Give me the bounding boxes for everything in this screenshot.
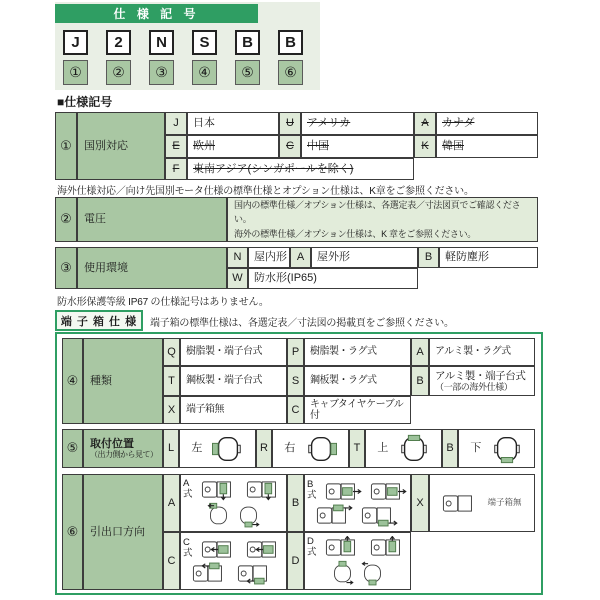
type-b-text: アルミ製・端子台式 [435, 369, 526, 382]
desc-cell: 欧州 [187, 135, 279, 158]
code-cell: S [287, 366, 304, 396]
spec-code-index-6: ⑥ [278, 60, 303, 85]
environment-note: 防水形保護等級 IP67 の仕様記号はありません。 [57, 297, 269, 308]
outlet-table [62, 474, 535, 590]
voltage-desc [227, 197, 538, 242]
motor-outlet-left-icon [246, 538, 284, 561]
code-cell: R [256, 429, 272, 468]
code-cell: L [163, 429, 179, 468]
motor-outlet-up-icon [325, 536, 363, 559]
desc-cell: 防水形(IP65) [248, 268, 418, 289]
desc-cell: 中国 [301, 135, 414, 158]
code-cell: A [414, 112, 436, 135]
desc-cell: 樹脂製・端子台式 [180, 338, 287, 366]
code-cell: B [287, 474, 304, 532]
code-cell: C [163, 532, 180, 590]
outlet-x-label: 端子箱無 [487, 497, 522, 508]
voltage-table [55, 197, 538, 242]
motor-outlet-top-right-icon [316, 504, 354, 527]
desc-cell: 端子箱無 [180, 396, 287, 424]
outlet-a-diagrams [180, 474, 287, 532]
code-cell: X [411, 474, 429, 532]
motor-outlet-bottom-left-icon [237, 562, 275, 585]
outlet-x-cell [429, 474, 535, 532]
row-number: ⑥ [62, 474, 83, 590]
code-cell: P [287, 338, 304, 366]
spec-code-letter-1: J [63, 30, 88, 55]
code-cell: A [411, 338, 429, 366]
code-cell: C [279, 135, 301, 158]
outlet-b-diagrams [304, 474, 411, 532]
country-table [55, 112, 538, 180]
desc-cell: 屋内形 [248, 247, 290, 268]
motor-outlet-top-left-icon [192, 562, 230, 585]
spec-code-letter-4: S [192, 30, 217, 55]
desc-cell: 屋外形 [311, 247, 418, 268]
code-cell: Q [163, 338, 180, 366]
row-number: ① [55, 112, 77, 180]
row-number: ⑤ [62, 429, 83, 468]
row-label: 国別対応 [77, 112, 165, 180]
desc-cell [272, 429, 349, 468]
outlet-b-label: B式 [307, 479, 317, 501]
code-cell: B [418, 247, 439, 268]
code-cell: U [279, 112, 301, 135]
voltage-line-2: 海外の標準仕様／オプション仕様は、K 章をご参照ください。 [234, 228, 476, 239]
row-label: 引出口方向 [83, 474, 163, 590]
position-left-text: 左 [191, 442, 203, 455]
desc-cell: アルミ製・ラグ式 [429, 338, 535, 366]
desc-cell: 韓国 [436, 135, 538, 158]
motor-outlet-left-icon [201, 538, 239, 561]
code-cell: T [163, 366, 180, 396]
row-label: 電圧 [77, 197, 227, 242]
code-cell: J [165, 112, 187, 135]
outlet-d-label: D式 [307, 535, 317, 558]
outlet-a-label: A式 [183, 477, 193, 500]
desc-cell: 樹脂製・ラグ式 [304, 338, 411, 366]
terminal-box-badge: 端 子 箱 仕 様 [55, 310, 143, 331]
outlet-d-diagrams [304, 532, 411, 590]
code-cell: X [163, 396, 180, 424]
motor-outlet-right-icon [370, 480, 408, 503]
outlet-c-label: C式 [183, 537, 193, 559]
desc-cell: 鋼板製・ラグ式 [304, 366, 411, 396]
position-bottom-text: 下 [470, 442, 482, 455]
row-label [83, 429, 163, 468]
code-cell: F [165, 158, 187, 180]
code-cell: D [287, 532, 304, 590]
motor-position-bottom-icon [491, 434, 523, 464]
code-cell: B [411, 366, 429, 396]
spec-code-index-4: ④ [192, 60, 217, 85]
desc-cell: キャブタイヤケーブル付 [304, 396, 411, 424]
motor-position-right-icon [305, 434, 337, 464]
desc-cell [365, 429, 442, 468]
row-number: ③ [55, 247, 77, 289]
code-cell: E [165, 135, 187, 158]
spec-code-letter-5: B [235, 30, 260, 55]
code-cell: A [290, 247, 311, 268]
row-label: 使用環境 [77, 247, 227, 289]
row-label: 種類 [83, 338, 163, 424]
spec-code-letter-2: 2 [106, 30, 131, 55]
code-cell: N [227, 247, 248, 268]
motor-outlet-bottom-right-icon [361, 504, 399, 527]
motor-outlet-down-icon [201, 478, 239, 501]
motor-no-terminal-box-icon [442, 492, 480, 515]
motor-front-outlet-left-icon [207, 502, 230, 528]
motor-front-outlet-right-icon [237, 502, 260, 528]
code-cell: T [349, 429, 365, 468]
code-cell: C [287, 396, 304, 424]
desc-cell: カナダ [436, 112, 538, 135]
spec-code-index-5: ⑤ [235, 60, 260, 85]
code-cell: B [442, 429, 458, 468]
row-number: ② [55, 197, 77, 242]
type-b-subtext: （一部の海外仕様） [435, 381, 513, 392]
spec-code-panel [55, 2, 320, 90]
motor-outlet-up-icon [370, 536, 408, 559]
code-cell: W [227, 268, 248, 289]
motor-position-top-icon [398, 434, 430, 464]
environment-table [55, 247, 538, 289]
position-label: 取付位置 [90, 437, 134, 450]
motor-front-outlet-up-icon [331, 560, 354, 586]
motor-position-left-icon [212, 434, 244, 464]
code-cell: K [414, 135, 436, 158]
motor-outlet-right-icon [325, 480, 363, 503]
position-sublabel: （出力側から見て） [90, 450, 158, 460]
position-table [62, 429, 535, 468]
voltage-line-1: 国内の標準仕様／オプション仕様は、各選定表／寸法図頁でご確認ください。 [234, 199, 521, 225]
terminal-box-note: 端子箱の標準仕様は、各選定表／寸法図の掲載頁をご参照ください。 [150, 318, 454, 329]
row-number: ④ [62, 338, 83, 424]
desc-cell: アメリカ [301, 112, 414, 135]
desc-cell [458, 429, 535, 468]
desc-cell: 日本 [187, 112, 279, 135]
desc-cell: 軽防塵形 [439, 247, 538, 268]
spec-code-index-2: ② [106, 60, 131, 85]
position-top-text: 上 [377, 442, 389, 455]
spec-code-title: 仕 様 記 号 [55, 4, 258, 23]
motor-front-outlet-down-icon [361, 560, 384, 586]
spec-code-index-1: ① [63, 60, 88, 85]
country-note: 海外仕様対応／向け先国別モータ仕様の標準仕様とオプション仕様は、K章をご参照ください。 [57, 186, 474, 197]
desc-cell: 鋼板製・端子台式 [180, 366, 287, 396]
code-cell: A [163, 474, 180, 532]
spec-code-letter-3: N [149, 30, 174, 55]
position-right-text: 右 [284, 442, 296, 455]
spec-code-letter-6: B [278, 30, 303, 55]
motor-outlet-down-icon [246, 478, 284, 501]
desc-cell [429, 366, 535, 396]
outlet-c-diagrams [180, 532, 287, 590]
desc-cell: 東南アジア(シンガポールを除く) [187, 158, 414, 180]
type-table [62, 338, 535, 424]
page-title: ■仕様記号 [57, 95, 113, 109]
desc-cell [179, 429, 256, 468]
spec-code-index-3: ③ [149, 60, 174, 85]
